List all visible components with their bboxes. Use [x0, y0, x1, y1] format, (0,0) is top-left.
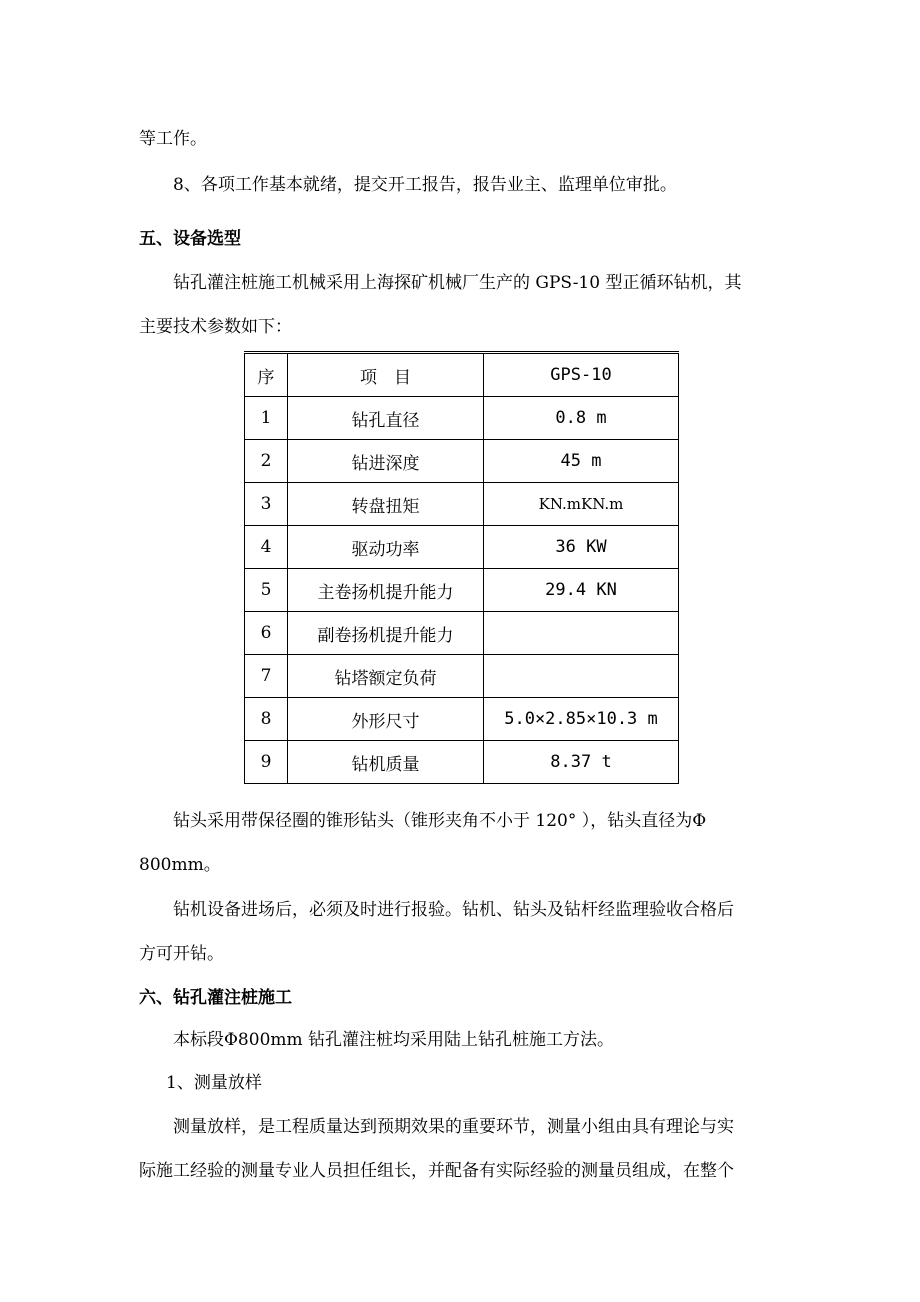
table-cell: KN.mKN.m: [484, 483, 679, 526]
table-cell: 钻孔直径: [288, 397, 484, 440]
table-row: [245, 698, 679, 741]
table-cell: 1: [245, 397, 288, 440]
paragraph-continuation: 等工作。: [139, 129, 207, 149]
table-row: [245, 655, 679, 698]
table-cell: 8: [245, 698, 288, 741]
table-row: [245, 397, 679, 440]
section-heading-equipment: 五、设备选型: [139, 229, 241, 249]
table-header-row: [245, 353, 679, 397]
table-cell: 驱动功率: [288, 526, 484, 569]
table-row: [245, 741, 679, 784]
spec-table: [244, 351, 679, 784]
table-cell: 36 KW: [484, 526, 679, 569]
table-cell: [484, 655, 679, 698]
table-cell: 4: [245, 526, 288, 569]
table-cell: 7: [245, 655, 288, 698]
paragraph-drill-bit-2: 800mm。: [139, 855, 221, 875]
paragraph-drill-intro-1: 钻孔灌注桩施工机械采用上海探矿机械厂生产的 GPS-10 型正循环钻机，其: [173, 273, 742, 293]
table-header-cell: GPS-10: [484, 353, 679, 397]
paragraph-item-8: 8、各项工作基本就绪，提交开工报告，报告业主、监理单位审批。: [173, 175, 677, 195]
table-cell: 钻进深度: [288, 440, 484, 483]
table-cell: 5.0×2.85×10.3 m: [484, 698, 679, 741]
paragraph-survey-2: 际施工经验的测量专业人员担任组长，并配备有实际经验的测量员组成，在整个: [139, 1161, 734, 1181]
table-cell: 3: [245, 483, 288, 526]
table-row: [245, 612, 679, 655]
paragraph-drill-bit-1: 钻头采用带保径圈的锥形钻头（锥形夹角不小于 120° ），钻头直径为Φ: [173, 811, 707, 831]
paragraph-inspection-2: 方可开钻。: [139, 944, 224, 964]
table-cell: 6: [245, 612, 288, 655]
table-cell: 外形尺寸: [288, 698, 484, 741]
paragraph-inspection-1: 钻机设备进场后，必须及时进行报验。钻机、钻头及钻杆经监理验收合格后: [173, 900, 734, 920]
table-cell: 45 m: [484, 440, 679, 483]
table-row: [245, 440, 679, 483]
table-cell: 29.4 KN: [484, 569, 679, 612]
paragraph-drill-intro-2: 主要技术参数如下：: [139, 317, 292, 337]
paragraph-method: 本标段Φ800mm 钻孔灌注桩均采用陆上钻孔桩施工方法。: [173, 1030, 615, 1050]
table-header-cell: 项 目: [288, 353, 484, 397]
table-cell: 5: [245, 569, 288, 612]
table-cell: 8.37 t: [484, 741, 679, 784]
table-cell: 转盘扭矩: [288, 483, 484, 526]
table-cell: 主卷扬机提升能力: [288, 569, 484, 612]
table-cell: 钻塔额定负荷: [288, 655, 484, 698]
table-row: [245, 483, 679, 526]
table-cell: 2: [245, 440, 288, 483]
table-cell: [484, 612, 679, 655]
table-row: [245, 569, 679, 612]
table-cell: 9: [245, 741, 288, 784]
subheading-survey: 1、测量放样: [166, 1073, 262, 1093]
section-heading-construction: 六、钻孔灌注桩施工: [139, 988, 292, 1008]
table-row: [245, 526, 679, 569]
table-cell: 钻机质量: [288, 741, 484, 784]
table-cell: 0.8 m: [484, 397, 679, 440]
table-cell: 副卷扬机提升能力: [288, 612, 484, 655]
table-header-cell: 序: [245, 353, 288, 397]
paragraph-survey-1: 测量放样，是工程质量达到预期效果的重要环节，测量小组由具有理论与实: [173, 1117, 734, 1137]
